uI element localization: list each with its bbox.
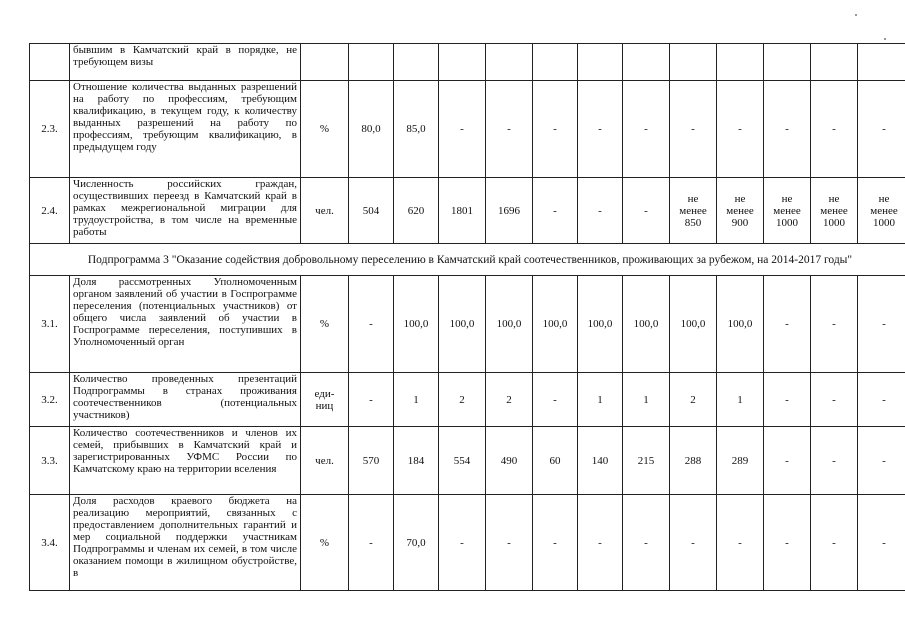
value-cell: 85,0	[394, 81, 439, 178]
table-row	[30, 44, 905, 81]
indicators-table	[29, 43, 905, 591]
row-number: 3.3.	[30, 427, 70, 495]
value-cell: 570	[349, 427, 394, 495]
value-cell: -	[764, 373, 811, 427]
value-cell	[858, 44, 905, 81]
value-cell: -	[764, 427, 811, 495]
value-cell: 1801	[439, 178, 486, 244]
value-cell	[670, 44, 717, 81]
value-cell: -	[811, 495, 858, 591]
value-cell	[533, 44, 578, 81]
value-cell: -	[486, 495, 533, 591]
value-cell	[717, 44, 764, 81]
indicator-description: Отношение количества выданных разрешений на работу по профессиям, требующим квалификацию, в текущем году, к количеству выданных разрешений на работу по профессиям, требующим квалификацию, в предыдущем году	[70, 81, 301, 178]
scan-speck	[884, 38, 886, 40]
value-cell	[439, 44, 486, 81]
value-cell: -	[858, 276, 905, 373]
value-cell: 100,0	[394, 276, 439, 373]
row-number: 3.4.	[30, 495, 70, 591]
value-cell: -	[811, 373, 858, 427]
value-cell: 100,0	[486, 276, 533, 373]
indicator-description: Количество проведенных презентаций Подпрограммы в странах проживания соотечественников (потенциальных участников)	[70, 373, 301, 427]
value-cell: -	[623, 178, 670, 244]
value-cell: 504	[349, 178, 394, 244]
value-cell: -	[578, 495, 623, 591]
value-cell: -	[623, 495, 670, 591]
value-cell: 2	[439, 373, 486, 427]
scan-speck	[855, 14, 857, 16]
indicator-description: бывшим в Камчатский край в порядке, не требующем визы	[70, 44, 301, 81]
value-cell: -	[349, 495, 394, 591]
value-cell	[811, 44, 858, 81]
value-cell: -	[858, 495, 905, 591]
value-cell: 100,0	[533, 276, 578, 373]
value-cell: 184	[394, 427, 439, 495]
value-cell: 1	[623, 373, 670, 427]
value-cell: -	[533, 373, 578, 427]
value-cell: -	[578, 81, 623, 178]
value-cell: 2	[486, 373, 533, 427]
value-cell: 289	[717, 427, 764, 495]
value-cell: 490	[486, 427, 533, 495]
unit-cell: чел.	[301, 178, 349, 244]
row-number	[30, 44, 70, 81]
indicator-description: Доля расходов краевого бюджета на реализацию мероприятий, связанных с предоставлением дополнительных гарантий и мер социальной поддержки участникам Подпрограммы и членам их семей, в том числе оказанием помощи в жилищном обустройстве, в	[70, 495, 301, 591]
value-cell: -	[533, 178, 578, 244]
unit-cell: %	[301, 495, 349, 591]
value-cell: -	[439, 495, 486, 591]
value-cell: -	[670, 495, 717, 591]
value-cell: 140	[578, 427, 623, 495]
indicator-description: Доля рассмотренных Уполномоченным органом заявлений об участии в Госпрограмме переселения (потенциальных участников) от общего числа заявлений об участии в Госпрограмме переселения, поступивших в Уполномоченный орган	[70, 276, 301, 373]
row-number: 3.2.	[30, 373, 70, 427]
value-cell: 100,0	[717, 276, 764, 373]
value-cell: 620	[394, 178, 439, 244]
value-cell: не менее 1000	[811, 178, 858, 244]
table-row	[30, 495, 905, 591]
value-cell: -	[670, 81, 717, 178]
subprogram-title: Подпрограмма 3 "Оказание содействия добровольному переселению в Камчатский край соотечественников, проживающих за рубежом, на 2014-2017 годы"	[30, 244, 905, 276]
table-row	[30, 81, 905, 178]
table-row	[30, 276, 905, 373]
value-cell: 1	[717, 373, 764, 427]
value-cell: 100,0	[623, 276, 670, 373]
value-cell: -	[811, 81, 858, 178]
value-cell: не менее 1000	[858, 178, 905, 244]
value-cell: 1	[578, 373, 623, 427]
value-cell: 100,0	[670, 276, 717, 373]
value-cell: -	[858, 81, 905, 178]
value-cell: -	[811, 427, 858, 495]
indicator-description: Численность российских граждан, осуществивших переезд в Камчатский край в рамках межрегиональной миграции для трудоустройства, в том числе на временные работы	[70, 178, 301, 244]
row-number: 2.3.	[30, 81, 70, 178]
value-cell: -	[858, 373, 905, 427]
value-cell: 60	[533, 427, 578, 495]
row-number: 3.1.	[30, 276, 70, 373]
value-cell: -	[578, 178, 623, 244]
table-row	[30, 178, 905, 244]
value-cell: 2	[670, 373, 717, 427]
value-cell: 1	[394, 373, 439, 427]
value-cell: -	[764, 81, 811, 178]
value-cell	[764, 44, 811, 81]
value-cell: 288	[670, 427, 717, 495]
value-cell: 100,0	[578, 276, 623, 373]
value-cell: 554	[439, 427, 486, 495]
unit-cell: %	[301, 276, 349, 373]
value-cell: -	[533, 495, 578, 591]
row-number: 2.4.	[30, 178, 70, 244]
unit-cell	[301, 44, 349, 81]
value-cell: -	[486, 81, 533, 178]
value-cell: -	[811, 276, 858, 373]
value-cell: -	[349, 276, 394, 373]
value-cell: -	[764, 276, 811, 373]
value-cell	[486, 44, 533, 81]
value-cell: -	[623, 81, 670, 178]
value-cell: -	[439, 81, 486, 178]
value-cell: -	[717, 495, 764, 591]
value-cell: не менее 1000	[764, 178, 811, 244]
value-cell: -	[349, 373, 394, 427]
indicator-description: Количество соотечественников и членов их семей, прибывших в Камчатский край и зарегистрированных УФМС России по Камчатскому краю на территории вселения	[70, 427, 301, 495]
value-cell: -	[533, 81, 578, 178]
value-cell: -	[764, 495, 811, 591]
value-cell: 1696	[486, 178, 533, 244]
value-cell	[394, 44, 439, 81]
table-row	[30, 373, 905, 427]
table-row	[30, 427, 905, 495]
value-cell: 100,0	[439, 276, 486, 373]
value-cell: 215	[623, 427, 670, 495]
value-cell: 80,0	[349, 81, 394, 178]
unit-cell: %	[301, 81, 349, 178]
value-cell	[578, 44, 623, 81]
value-cell	[623, 44, 670, 81]
unit-cell: чел.	[301, 427, 349, 495]
value-cell: -	[858, 427, 905, 495]
value-cell	[349, 44, 394, 81]
unit-cell: еди- ниц	[301, 373, 349, 427]
value-cell: не менее 850	[670, 178, 717, 244]
value-cell: не менее 900	[717, 178, 764, 244]
value-cell: -	[717, 81, 764, 178]
value-cell: 70,0	[394, 495, 439, 591]
subprogram-header-row	[30, 244, 905, 276]
